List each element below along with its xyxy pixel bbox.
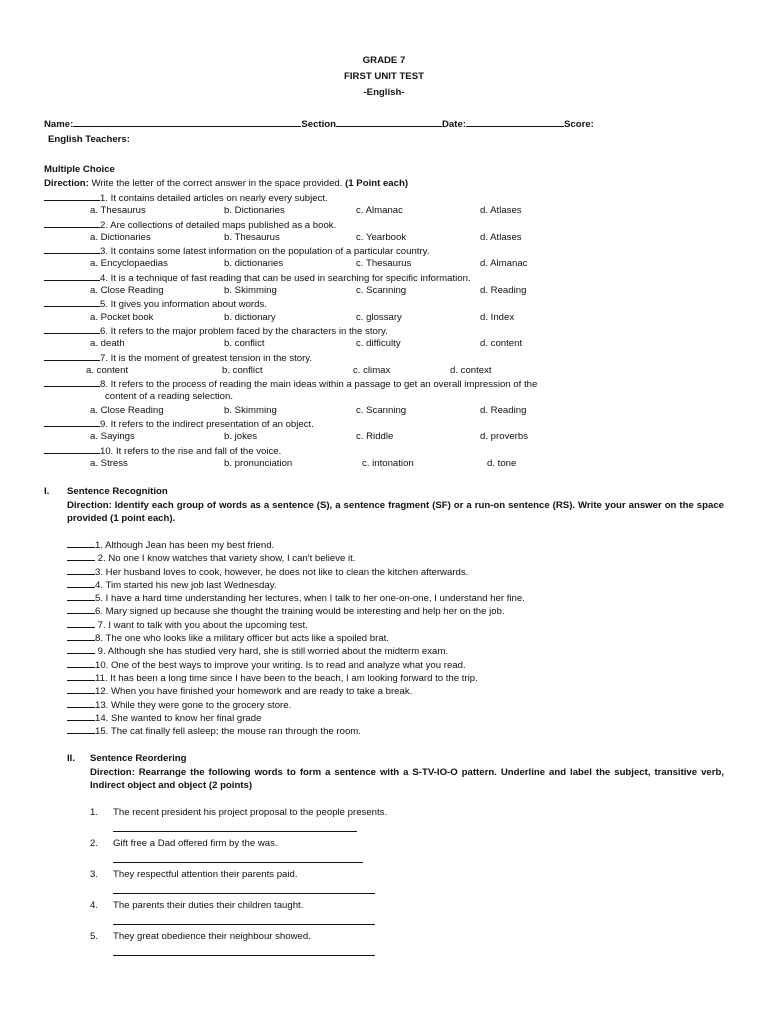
sr-direction: Direction: Identify each group of words as a sentence (S), a sentence fragment (SF) or a run-on sentence (RS). Write your answer on the space provided (1 point each). bbox=[67, 500, 724, 525]
student-info-row bbox=[44, 117, 734, 131]
sr-item-list bbox=[67, 538, 757, 737]
mc-option[interactable]: c. Scanning bbox=[356, 404, 407, 416]
name-field[interactable] bbox=[73, 117, 301, 127]
answer-blank[interactable] bbox=[67, 551, 95, 561]
mc-question-list bbox=[44, 191, 734, 470]
mc-title: Multiple Choice bbox=[44, 164, 115, 175]
mc-question-text: 9. It refers to the indirect presentation of an object. bbox=[100, 419, 314, 431]
mc-option[interactable]: d. proverbs bbox=[480, 431, 528, 443]
mc-question-continued: content of a reading selection. bbox=[105, 391, 234, 403]
sr-numeral: I. bbox=[44, 486, 50, 497]
mc-direction-text: Write the letter of the correct answer in the space provided. bbox=[91, 178, 343, 189]
mc-option[interactable]: c. intonation bbox=[362, 457, 414, 469]
mc-option[interactable]: a. content bbox=[86, 364, 129, 376]
mc-option[interactable]: a. Thesaurus bbox=[90, 205, 146, 217]
sr-item-text: 12. When you have finished your homework and are ready to take a break. bbox=[95, 686, 413, 698]
answer-line[interactable] bbox=[113, 830, 357, 832]
sr-item bbox=[67, 671, 757, 684]
answer-line[interactable] bbox=[113, 923, 375, 925]
mc-options bbox=[44, 284, 734, 297]
answer-blank[interactable] bbox=[67, 644, 95, 654]
sr-item bbox=[67, 644, 757, 657]
mc-question bbox=[44, 377, 734, 390]
mc-question-text: 7. It is the moment of greatest tension in the story. bbox=[100, 352, 313, 364]
mc-question bbox=[44, 297, 734, 310]
so-item-text: The parents their duties their children taught. bbox=[113, 900, 304, 911]
answer-blank[interactable] bbox=[44, 297, 100, 307]
mc-option[interactable]: a. Sayings bbox=[90, 431, 135, 443]
so-item-text: Gift free a Dad offered firm by the was. bbox=[113, 838, 278, 849]
sr-item bbox=[67, 591, 757, 604]
sr-item bbox=[67, 578, 757, 591]
answer-blank[interactable] bbox=[44, 324, 100, 334]
mc-question-text: 10. It refers to the rise and fall of the voice. bbox=[100, 445, 282, 457]
mc-options bbox=[44, 231, 734, 244]
answer-blank[interactable] bbox=[67, 618, 95, 628]
mc-options bbox=[44, 457, 734, 470]
mc-option[interactable]: a. Dictionaries bbox=[90, 231, 151, 243]
mc-option[interactable]: a. death bbox=[90, 338, 125, 350]
teachers-label: English Teachers: bbox=[48, 134, 130, 145]
mc-option[interactable]: b. Thesaurus bbox=[224, 231, 280, 243]
answer-blank[interactable] bbox=[67, 538, 95, 548]
sr-item bbox=[67, 711, 757, 724]
mc-option[interactable]: d. content bbox=[480, 338, 523, 350]
sr-item bbox=[67, 724, 757, 737]
mc-question-text: 3. It contains some latest information on the population of a particular country. bbox=[100, 246, 430, 258]
so-item-number: 3. bbox=[90, 869, 99, 880]
so-item-text: The recent president his project proposal to the people presents. bbox=[113, 807, 388, 818]
section-label: Section bbox=[301, 119, 336, 130]
answer-blank[interactable] bbox=[44, 351, 100, 361]
mc-option[interactable]: b. Skimming bbox=[224, 285, 277, 297]
date-field[interactable] bbox=[466, 117, 564, 127]
mc-question bbox=[44, 191, 734, 204]
section-field[interactable] bbox=[336, 117, 442, 127]
sr-item bbox=[67, 565, 757, 578]
sr-item-text: 15. The cat finally fell asleep; the mouse ran through the room. bbox=[95, 726, 361, 738]
answer-blank[interactable] bbox=[67, 671, 95, 681]
mc-option[interactable]: d. Atlases bbox=[480, 231, 522, 243]
mc-option[interactable]: d. context bbox=[450, 364, 492, 376]
answer-blank[interactable] bbox=[67, 658, 95, 668]
mc-option[interactable]: b. dictionary bbox=[224, 311, 276, 323]
sr-item bbox=[67, 538, 757, 551]
mc-option[interactable]: a. Close Reading bbox=[90, 285, 164, 297]
mc-option[interactable]: d. Reading bbox=[480, 404, 527, 416]
so-item-number: 1. bbox=[90, 807, 99, 818]
answer-line[interactable] bbox=[113, 892, 375, 894]
mc-option[interactable]: c. Almanac bbox=[356, 205, 403, 217]
sr-item bbox=[67, 618, 757, 631]
answer-blank[interactable] bbox=[44, 244, 100, 254]
so-item-text: They great obedience their neighbour showed. bbox=[113, 931, 311, 942]
answer-blank[interactable] bbox=[67, 565, 95, 575]
mc-question bbox=[44, 218, 734, 231]
mc-option[interactable]: b. pronunciation bbox=[224, 457, 293, 469]
mc-options bbox=[44, 257, 734, 270]
mc-question bbox=[44, 351, 734, 364]
answer-blank[interactable] bbox=[67, 591, 95, 601]
mc-option[interactable]: a. Pocket book bbox=[90, 311, 154, 323]
subject-heading: -English- bbox=[363, 87, 405, 98]
score-label: Score: bbox=[563, 119, 594, 130]
answer-blank[interactable] bbox=[44, 218, 100, 228]
mc-option[interactable]: b. jokes bbox=[224, 431, 258, 443]
answer-blank[interactable] bbox=[44, 444, 100, 454]
mc-option[interactable]: d. Index bbox=[480, 311, 515, 323]
sr-item bbox=[67, 631, 757, 644]
so-item-number: 5. bbox=[90, 931, 99, 942]
mc-option[interactable]: c. difficulty bbox=[356, 338, 401, 350]
sr-item-text: 7. I want to talk with you about the upcoming test. bbox=[95, 619, 308, 631]
sr-item-text: 3. Her husband loves to cook, however, he does not like to clean the kitchen afterwards. bbox=[95, 566, 469, 578]
mc-question bbox=[44, 244, 734, 257]
sr-item-text: 9. Although she has studied very hard, she is still worried about the midterm exam. bbox=[95, 646, 449, 658]
answer-line[interactable] bbox=[113, 954, 375, 956]
mc-question bbox=[44, 444, 734, 457]
answer-line[interactable] bbox=[113, 861, 363, 863]
mc-question bbox=[44, 271, 734, 284]
answer-blank[interactable] bbox=[67, 631, 95, 641]
mc-option[interactable]: c. Thesaurus bbox=[356, 258, 412, 270]
mc-question-text: 4. It is a technique of fast reading that can be used in searching for specific information. bbox=[100, 272, 471, 284]
mc-question-text: 1. It contains detailed articles on nearly every subject. bbox=[100, 193, 328, 204]
mc-direction-label: Direction: bbox=[44, 178, 89, 189]
mc-option[interactable]: c. Riddle bbox=[356, 431, 394, 443]
sr-item bbox=[67, 698, 757, 711]
mc-options bbox=[44, 364, 734, 377]
answer-blank[interactable] bbox=[44, 377, 100, 387]
sr-item bbox=[67, 551, 757, 564]
mc-option[interactable]: a. Stress bbox=[90, 457, 128, 469]
mc-option[interactable]: b. Skimming bbox=[224, 404, 277, 416]
sr-item-text: 4. Tim started his new job last Wednesday. bbox=[95, 579, 277, 591]
mc-option[interactable]: d. Reading bbox=[480, 285, 527, 297]
sr-item bbox=[67, 684, 757, 697]
mc-options bbox=[44, 430, 734, 443]
mc-question-text: 6. It refers to the major problem faced by the characters in the story. bbox=[100, 325, 388, 337]
answer-blank[interactable] bbox=[67, 578, 95, 588]
mc-options bbox=[44, 204, 734, 217]
name-label: Name: bbox=[44, 119, 74, 130]
mc-options bbox=[44, 337, 734, 350]
mc-option[interactable]: c. Yearbook bbox=[356, 231, 407, 243]
mc-question-text: 5. It gives you information about words. bbox=[100, 299, 267, 311]
mc-option[interactable]: c. glossary bbox=[356, 311, 402, 323]
mc-option[interactable]: d. Almanac bbox=[480, 258, 528, 270]
mc-option[interactable]: d. Atlases bbox=[480, 205, 522, 217]
answer-blank[interactable] bbox=[44, 417, 100, 427]
sr-item-text: 2. No one I know watches that variety show, I can't believe it. bbox=[95, 553, 356, 565]
so-title: Sentence Reordering bbox=[90, 753, 187, 764]
mc-option[interactable]: a. Close Reading bbox=[90, 404, 164, 416]
mc-direction bbox=[44, 177, 408, 190]
mc-option[interactable]: a. Encyclopaedias bbox=[90, 258, 168, 270]
mc-question-text: 8. It refers to the process of reading the main ideas within a passage to get an overall impression of the bbox=[100, 379, 538, 391]
so-direction: Direction: Rearrange the following words to form a sentence with a S-TV-IO-O pattern. Underline and label the subject, transitive verb, Indirect object and object (2 points) bbox=[90, 767, 724, 792]
mc-options bbox=[44, 404, 734, 417]
sr-item-text: 14. She wanted to know her final grade bbox=[95, 712, 262, 724]
mc-option[interactable]: b. conflict bbox=[222, 364, 263, 376]
test-heading: FIRST UNIT TEST bbox=[344, 71, 424, 82]
sr-item-text: 10. One of the best ways to improve your writing. Is to read and analyze what you read. bbox=[95, 659, 466, 671]
sr-item bbox=[67, 658, 757, 671]
sr-item-text: 8. The one who looks like a military officer but acts like a spoiled brat. bbox=[95, 633, 390, 645]
date-label: Date: bbox=[441, 119, 466, 130]
mc-option[interactable]: b. conflict bbox=[224, 338, 265, 350]
mc-option[interactable]: b. dictionaries bbox=[224, 258, 284, 270]
mc-options bbox=[44, 311, 734, 324]
answer-blank[interactable] bbox=[67, 711, 95, 721]
mc-question bbox=[44, 417, 734, 430]
so-item-number: 4. bbox=[90, 900, 99, 911]
grade-heading: GRADE 7 bbox=[362, 55, 406, 66]
sr-item-text: 6. Mary signed up because she thought the training would be interesting and help her on the job. bbox=[95, 606, 505, 618]
mc-direction-points: (1 Point each) bbox=[345, 178, 409, 189]
so-numeral: II. bbox=[67, 753, 75, 764]
sr-item-text: 11. It has been a long time since I have been to the beach, I am looking forward to the trip. bbox=[95, 672, 478, 684]
mc-option[interactable]: b. Dictionaries bbox=[224, 205, 285, 217]
answer-blank[interactable] bbox=[67, 698, 95, 708]
sr-title: Sentence Recognition bbox=[67, 486, 168, 497]
answer-blank[interactable] bbox=[67, 684, 95, 694]
sr-item-text: 1. Although Jean has been my best friend. bbox=[95, 540, 275, 551]
mc-option[interactable]: d. tone bbox=[487, 457, 517, 469]
mc-question-text: 2. Are collections of detailed maps published as a book. bbox=[100, 219, 337, 231]
mc-question bbox=[44, 324, 734, 337]
answer-blank[interactable] bbox=[44, 191, 100, 201]
sr-item-text: 5. I have a hard time understanding her lectures, when I talk to her one-on-one, I understand her fine. bbox=[95, 593, 525, 605]
mc-option[interactable]: c. climax bbox=[353, 364, 391, 376]
sr-item bbox=[67, 604, 757, 617]
so-item-text: They respectful attention their parents paid. bbox=[113, 869, 298, 880]
answer-blank[interactable] bbox=[44, 271, 100, 281]
sr-item-text: 13. While they were gone to the grocery store. bbox=[95, 699, 292, 711]
answer-blank[interactable] bbox=[67, 724, 95, 734]
so-item-number: 2. bbox=[90, 838, 99, 849]
mc-option[interactable]: c. Scanning bbox=[356, 285, 407, 297]
answer-blank[interactable] bbox=[67, 604, 95, 614]
